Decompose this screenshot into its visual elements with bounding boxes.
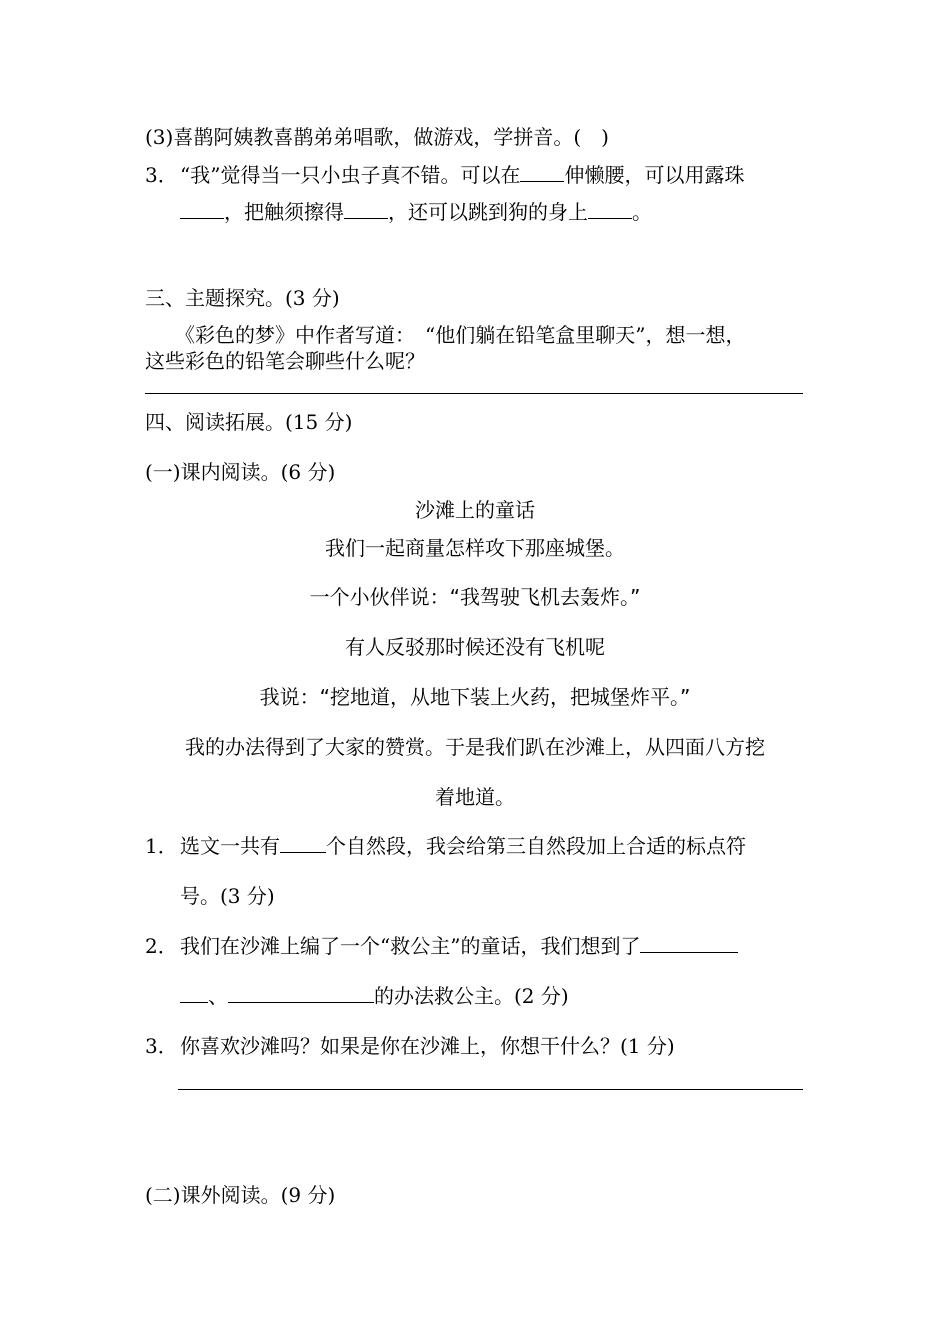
section-3-heading: 三、主题探究。(3 分) (145, 286, 340, 310)
question-number: 1． (145, 834, 178, 858)
answer-blank[interactable] (640, 932, 738, 953)
question-number: 3． (145, 163, 178, 187)
question-text: 。 (632, 200, 652, 224)
question-text: 、 (208, 984, 228, 1008)
passage-line: 有人反驳那时候还没有飞机呢 (345, 635, 605, 659)
part-1-heading: (一)课内阅读。(6 分) (145, 460, 336, 484)
answer-line[interactable] (145, 393, 803, 394)
answer-blank[interactable] (588, 198, 632, 219)
question-text: 伸懒腰，可以用露珠 (564, 163, 745, 187)
answer-blank[interactable] (228, 982, 374, 1003)
section-3-paragraph-line1: 《彩色的梦》中作者写道： “他们躺在铅笔盒里聊天”，想一想， (175, 323, 746, 347)
question-text: “我”觉得当一只小虫子真不错。可以在 (180, 163, 521, 187)
question-number: 2． (145, 934, 178, 958)
section-3-paragraph-line2: 这些彩色的铅笔会聊些什么呢？ (145, 349, 425, 373)
passage-title: 沙滩上的童话 (415, 498, 535, 522)
answer-blank[interactable] (180, 198, 224, 219)
reading-question-1-line2: 号。(3 分) (180, 884, 275, 908)
question-number: 3． (145, 1034, 178, 1058)
answer-line[interactable] (178, 1089, 803, 1090)
reading-question-2-line2 (180, 982, 569, 1010)
question-text: 我们在沙滩上编了一个“救公主”的童话，我们想到了 (180, 934, 641, 958)
answer-blank[interactable] (344, 198, 388, 219)
answer-blank[interactable] (280, 832, 326, 853)
question-3-line2 (180, 198, 652, 226)
answer-blank[interactable] (180, 982, 208, 1003)
passage-line: 一个小伙伴说：“我驾驶飞机去轰炸。” (309, 585, 641, 609)
reading-question-1-line1 (145, 832, 746, 860)
question-text: 你喜欢沙滩吗？如果是你在沙滩上，你想干什么？(1 分) (180, 1034, 675, 1058)
passage-line: 我们一起商量怎样攻下那座城堡。 (325, 536, 625, 560)
section-4-heading: 四、阅读拓展。(15 分) (145, 410, 353, 434)
reading-question-2-line1 (145, 932, 738, 960)
question-text: ，还可以跳到狗的身上 (388, 200, 588, 224)
question-text: 选文一共有 (180, 834, 280, 858)
question-text: 个自然段，我会给第三自然段加上合适的标点符 (326, 834, 746, 858)
question-text: 的办法救公主。(2 分) (374, 984, 569, 1008)
passage-line: 着地道。 (435, 785, 515, 809)
part-2-heading: (二)课外阅读。(9 分) (145, 1183, 336, 1207)
passage-line: 我说：“挖地道，从地下装上火药，把城堡炸平。” (259, 685, 691, 709)
reading-question-3 (145, 1032, 675, 1060)
passage-line: 我的办法得到了大家的赞赏。于是我们趴在沙滩上，从四面八方挖 (185, 735, 765, 759)
question-item-3-paren: (3)喜鹊阿姨教喜鹊弟弟唱歌，做游戏，学拼音。( ) (145, 125, 609, 149)
question-text: ，把触须擦得 (224, 200, 344, 224)
answer-blank[interactable] (520, 161, 564, 182)
question-3-line1 (145, 161, 744, 189)
